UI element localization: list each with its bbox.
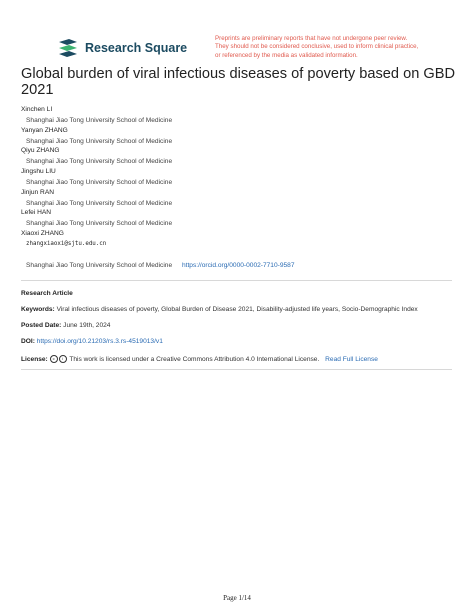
author-entry — [21, 188, 421, 209]
author-name: Qiyu ZHANG — [21, 147, 60, 155]
author-affiliation: Shanghai Jiao Tong University School of Medicine — [26, 199, 173, 207]
corresponding-affiliation: Shanghai Jiao Tong University School of Medicine — [26, 262, 173, 269]
article-type: Research Article — [21, 290, 73, 297]
author-entry — [21, 146, 421, 167]
corresponding-author-name: Xiaoxi ZHANG — [21, 230, 64, 238]
author-name: Jingshu LIU — [21, 168, 56, 176]
posted-date-value: June 19th, 2024 — [63, 322, 111, 329]
logo-text: Research Square — [85, 41, 188, 55]
author-entry — [21, 208, 421, 229]
author-name: Xinchen LI — [21, 106, 53, 113]
title-line: 2021 — [21, 82, 54, 98]
divider — [21, 369, 452, 370]
article-type-row — [21, 290, 73, 297]
keywords-label: Keywords: — [21, 306, 55, 313]
doi-link[interactable]: https://doi.org/10.21203/rs.3.rs-4519013/v1 — [36, 338, 163, 345]
license-text: This work is licensed under a Creative Commons Attribution 4.0 International License. — [69, 355, 320, 363]
research-square-logo-icon — [57, 38, 79, 58]
author-name: Lefei HAN — [21, 209, 52, 217]
divider — [21, 280, 452, 281]
author-entry — [21, 105, 421, 126]
page-number: Page 1/14 — [223, 594, 251, 602]
preprint-notice — [215, 35, 455, 60]
author-entry — [21, 126, 421, 147]
notice-line: or referenced by the media as validated information. — [215, 51, 358, 59]
author-affiliation: Shanghai Jiao Tong University School of Medicine — [26, 179, 173, 187]
posted-date-label: Posted Date: — [21, 322, 62, 329]
author-affiliation: Shanghai Jiao Tong University School of Medicine — [26, 117, 173, 124]
orcid-link[interactable]: https://orcid.org/0000-0002-7710-9587 — [181, 262, 295, 269]
author-affiliation: Shanghai Jiao Tong University School of Medicine — [26, 220, 173, 228]
creative-commons-icon: c — [50, 355, 58, 363]
author-affiliation: Shanghai Jiao Tong University School of Medicine — [26, 137, 173, 145]
read-full-license-link[interactable]: Read Full License — [325, 355, 378, 363]
doi-label: DOI: — [21, 338, 35, 345]
license-label: License: — [21, 355, 48, 363]
author-name: Yanyan ZHANG — [21, 126, 68, 134]
keywords-row — [21, 306, 418, 313]
author-entry — [21, 167, 421, 188]
author-name: Jinjun RAN — [21, 188, 54, 196]
notice-line: They should not be considered conclusive, used to inform clinical practice, — [215, 43, 419, 51]
license-row — [21, 355, 378, 363]
doi-row — [21, 338, 163, 345]
paper-title — [21, 66, 461, 98]
research-square-logo[interactable] — [57, 37, 187, 59]
corresponding-email[interactable]: zhangxiaoxi@sjtu.edu.cn — [26, 241, 107, 248]
keywords-value: Viral infectious diseases of poverty, Global Burden of Disease 2021, Disability-adjusted life years, Socio-Demographic Index — [56, 306, 418, 313]
posted-date-row — [21, 322, 110, 329]
corresponding-affiliation-row — [26, 262, 295, 269]
author-list — [21, 105, 421, 250]
notice-line: Preprints are preliminary reports that have not undergone peer review. — [215, 35, 408, 42]
author-affiliation: Shanghai Jiao Tong University School of Medicine — [26, 158, 173, 166]
title-line: Global burden of viral infectious diseases of poverty based on GBD — [21, 66, 456, 82]
corresponding-author — [21, 229, 421, 250]
attribution-icon: i — [59, 355, 67, 363]
